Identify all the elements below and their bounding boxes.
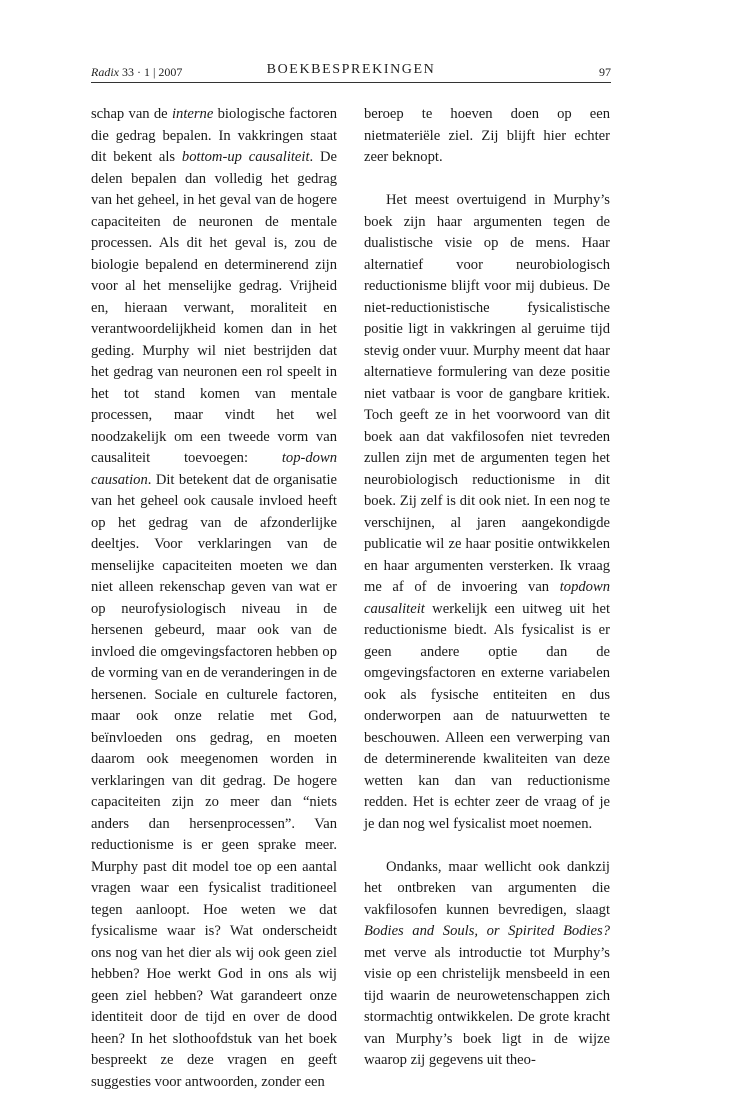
section-title: BOEKBESPREKINGEN <box>266 62 436 77</box>
text-run: werkelijk een uitweg uit het reductionisme biedt. Als fysicalist is er geen andere optie dan de omgevingsfactoren en externe variabelen ook als fysische entiteiten en dus onderworpen aan de natuurwetten te beschouwen. Alleen een verwerping van de determinerende kwaliteiten van deze wetten kan dan van reductionisme redden. Het is echter zeer de vraag of je je dan nog wel fysicalist moet noemen. <box>364 600 610 832</box>
text-run: . De delen bepalen dan volledig het gedrag van het geheel, in het geval van de hogere capaciteiten de neuronen de mentale processen. Als dit het geval is, zou de biologie bepalend en determinerend zijn voor al het menselijke gedrag. Vrijheid en, hieraan verwant, moraliteit en verantwoordelijkheid komen dan in het geding. Murphy wil niet bestrijden dat het gedrag van neuronen een rol speelt in het tot stand komen van mentale processen, maar vindt het wel noodzakelijk om een tweede vorm van causaliteit toevoegen: <box>91 149 337 466</box>
journal-name: Radix <box>91 65 119 79</box>
text-run: . Dit betekent dat de organisatie van het geheel ook causale invloed heeft op het gedrag van de afzonderlijke deeltjes. Voor verklaringen van de menselijke capaciteiten moeten we dan niet alleen rekenschap geven van wat er op neurofysiologisch niveau in de hersenen gebeurd, maar ook van de invloed die omgevingsfactoren hebben op de vorming van en de veranderingen in de hersenen. Sociale en culturele factoren, maar ook onze relatie met God, beïnvloeden ons gedrag, en moeten daarom ook meegenomen worden in verklaringen van dit gedrag. De hogere capaciteiten zijn zo meer dan “niets anders dan hersenprocessen”. Van reductionisme is er geen sprake meer. Murphy past dit model toe op een aantal vragen waar een fysicalist traditioneel tegen aanloopt. Hoe weten we dat fysicalisme waar is? Wat onderscheidt ons nog van het dier als wij ook geen ziel hebben? Hoe werkt God in ons als wij geen ziel hebben? Wat garandeert onze identiteit door de tijd en over de dood heen? In het slothoofdstuk van het boek bespreekt ze deze vragen en geeft suggesties voor antwoorden, zonder een <box>91 471 337 1090</box>
italic-term: topdown causaliteit <box>364 579 610 617</box>
text-run: Het meest overtuigend in Murphy’s boek zijn haar argumenten tegen de dualistische visie op de mens. Haar alternatief voor neurobiologisch reductionisme blijft voor mij dubieus. De niet-reductionistische fysicalistische positie ligt in vakkringen al geruime tijd stevig onder vuur. Murphy meent dat haar alternatieve formulering van deze positie niet vatbaar is voor de gangbare kritiek. Toch geeft ze in het voorwoord van dit boek aan dat vakfilosofen niet tevreden zullen zijn met de argumenten tegen het neurobiologisch reductionisme in dit boek. Zij zelf is dit ook niet. In een nog te verschijnen, al jaren aangekondigde publicatie wil ze haar positie ontwikkelen en haar argumenten versterken. Ik vraag me af of de invoering van <box>364 192 610 595</box>
italic-term: top-down causation <box>91 450 337 488</box>
issue-info: 33 · 1 | 2007 <box>122 65 183 79</box>
right-column <box>364 104 610 1072</box>
paragraph <box>91 104 337 1093</box>
paragraph <box>364 190 610 835</box>
text-run: biologische factoren die gedrag bepalen. In vakkringen staat dit bekent als <box>91 106 337 165</box>
text-run: schap van de <box>91 106 172 122</box>
text-run: Ondanks, maar wellicht ook dankzij het ontbreken van argumenten die vakfilosofen kunnen bevredigen, slaagt <box>364 858 610 918</box>
italic-term: Bodies and Souls, or Spirited Bodies? <box>364 923 610 939</box>
left-column <box>91 104 337 1093</box>
running-header <box>91 62 611 83</box>
text-run: met verve als introductie tot Murphy’s visie op een christelijk mensbeeld in een tijd waarin de neurowetenschappen zich stormachtig ontwikkelen. De grote kracht van Murphy’s boek ligt in de wijze waarop zij gegevens uit theo- <box>364 944 610 1068</box>
paragraph <box>364 104 610 169</box>
paragraph <box>364 857 610 1072</box>
italic-term: bottom-up causaliteit <box>181 149 310 165</box>
page-number: 97 <box>599 65 611 79</box>
italic-term: interne <box>171 106 214 122</box>
text-run: beroep te hoeven doen op een nietmateriële ziel. Zij blijft hier echter zeer beknopt. <box>364 106 610 165</box>
